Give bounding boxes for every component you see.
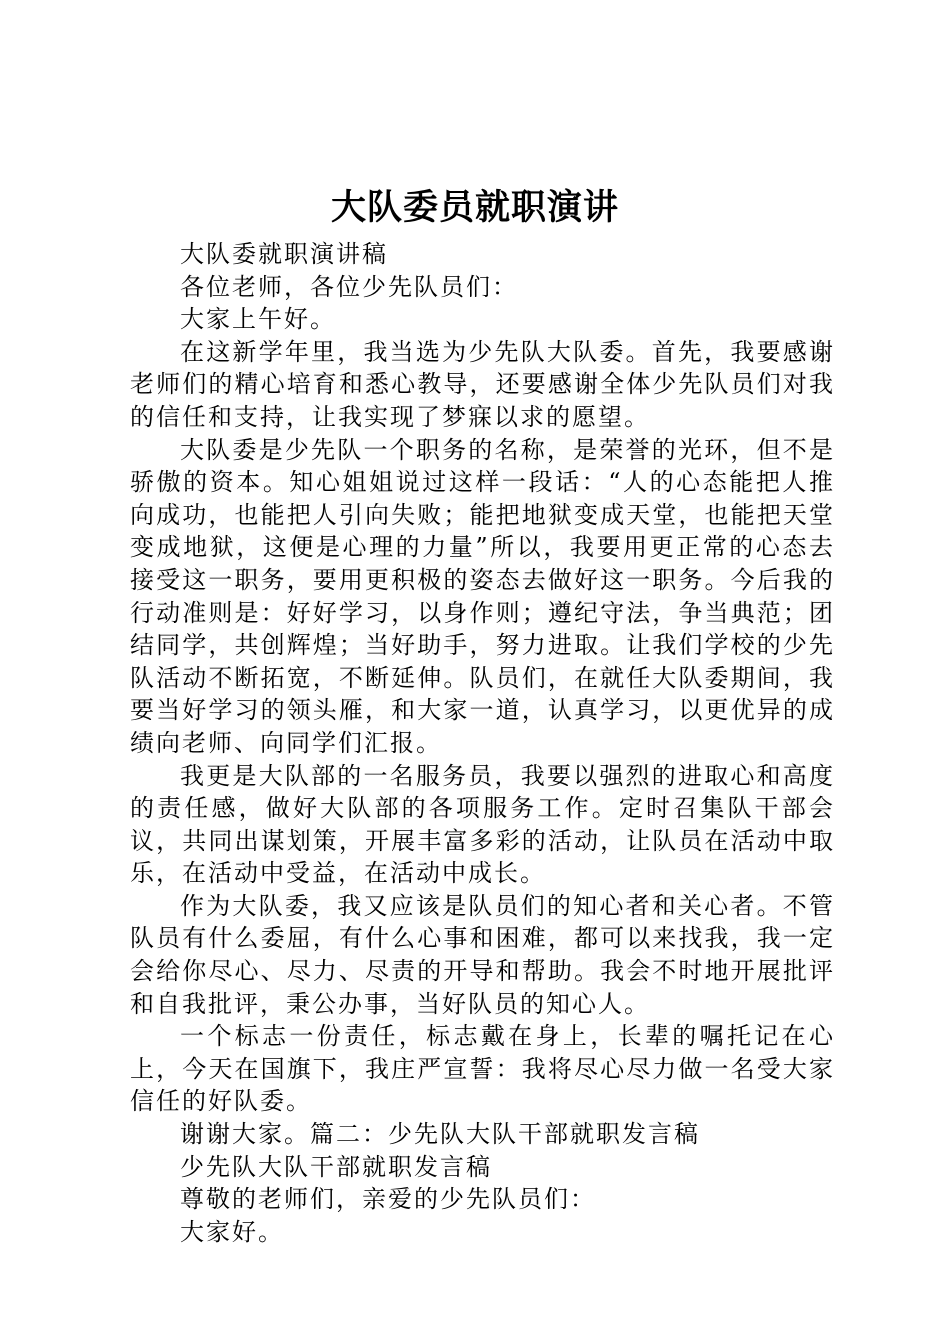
paragraph-second-title: 少先队大队干部就职发言稿 <box>180 1152 492 1181</box>
document-body <box>130 238 835 1248</box>
paragraph-closing: 谢谢大家。篇二：少先队大队干部就职发言稿 <box>180 1120 700 1149</box>
paragraph-second-salutation: 尊敬的老师们，亲爱的少先队员们： <box>180 1185 596 1214</box>
paragraph-thanks: 在这新学年里，我当选为少先队大队委。首先，我要感谢老师们的精心培育和悉心教导，还要感谢全体少先队员们对我的信任和支持，让我实现了梦寐以求的愿望。 <box>130 337 835 431</box>
paragraph-second-greeting: 大家好。 <box>180 1217 284 1246</box>
paragraph-subtitle: 大队委就职演讲稿 <box>180 240 388 268</box>
paragraph-attitude: 大队委是少先队一个职务的名称，是荣誉的光环，但不是骄傲的资本。知心姐姐说过这样一段话：“人的心态能把人推向成功，也能把人引向失败；能把地狱变成天堂，也能把天堂变成地狱，这便是心理的力量”所以，我要用更正常的心态去接受这一职务，要用更积极的姿态去做好这一职务。今后我的行动准则是：好好学习，以身作则；遵纪守法，争当典范；团结同学，共创辉煌；当好助手，努力进取。让我们学校的少先队活动不断拓宽，不断延伸。队员们，在就任大队委期间，我要当好学习的领头雁，和大家一道，认真学习，以更优异的成绩向老师、向同学们汇报。 <box>130 435 835 757</box>
paragraph-caring: 作为大队委，我又应该是队员们的知心者和关心者。不管队员有什么委屈，有什么心事和困难，都可以来找我，我一定会给你尽心、尽力、尽责的开导和帮助。我会不时地开展批评和自我批评，秉公办事，当好队员的知心人。 <box>130 891 835 1018</box>
paragraph-salutation: 各位老师，各位少先队员们： <box>180 272 518 301</box>
document-title: 大队委员就职演讲 <box>330 187 619 228</box>
paragraph-service: 我更是大队部的一名服务员，我要以强烈的进取心和高度的责任感，做好大队部的各项服务工作。定时召集队干部会议，共同出谋划策，开展丰富多彩的活动，让队员在活动中取乐，在活动中受益，在活动中成长。 <box>130 761 835 888</box>
paragraph-greeting: 大家上午好。 <box>180 305 336 334</box>
paragraph-oath: 一个标志一份责任，标志戴在身上，长辈的嘱托记在心上，今天在国旗下，我庄严宣誓：我将尽心尽力做一名受大家信任的好队委。 <box>130 1022 835 1116</box>
